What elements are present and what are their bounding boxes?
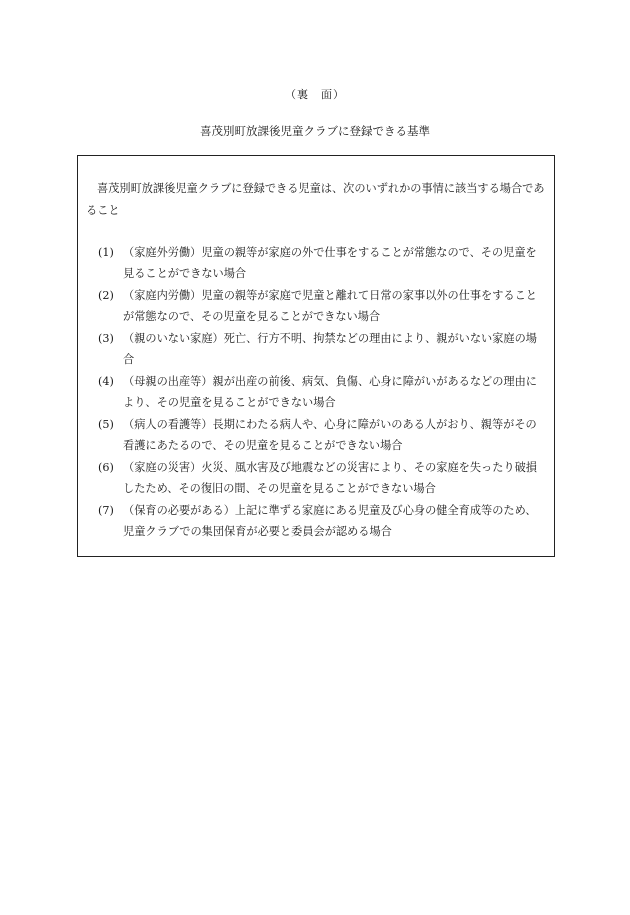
criteria-item-text (123, 414, 546, 456)
criteria-item-number: (6) (98, 461, 114, 474)
criteria-item-2 (86, 285, 546, 327)
criteria-item-text (123, 500, 546, 542)
criteria-intro: 喜茂別町放課後児童クラブに登録できる児童は、次のいずれかの事情に該当する場合であること (86, 182, 545, 217)
criteria-item-number: (1) (98, 246, 114, 259)
document-title: 喜茂別町放課後児童クラブに登録できる基準 (200, 124, 430, 138)
criteria-item-text-line2: が常態なので、その児童を見ることができない場合 (123, 310, 381, 323)
criteria-item-1 (86, 242, 546, 284)
criteria-item-text-line1: （家庭内労働）児童の親等が家庭で児童と離れて日常の家事以外の仕事をすること (123, 289, 537, 302)
criteria-item-text-line2: したため、その復旧の間、その児童を見ることができない場合 (123, 482, 436, 495)
criteria-item-text-line2: 見ることができない場合 (123, 267, 247, 280)
criteria-item-text-line1: （家庭の災害）火災、風水害及び地震などの災害により、その家庭を失ったり破損 (123, 461, 537, 474)
criteria-item-text-line1: （母親の出産等）親が出産の前後、病気、負傷、心身に障がいがあるなどの理由に (123, 375, 537, 388)
criteria-item-number: (4) (98, 375, 114, 388)
criteria-item-number: (7) (98, 504, 114, 517)
criteria-item-text (123, 285, 546, 327)
criteria-item-6 (86, 457, 546, 499)
criteria-item-text (123, 242, 546, 284)
criteria-item-text (123, 328, 546, 370)
criteria-item-text (123, 371, 546, 413)
criteria-item-text-line2: 児童クラブでの集団保育が必要と委員会が認める場合 (123, 525, 392, 538)
criteria-item-text-line1: （保育の必要がある）上記に準ずる家庭にある児童及び心身の健全育成等のため、 (123, 504, 537, 517)
criteria-item-text-line1: （家庭外労働）児童の親等が家庭の外で仕事をすることが常態なので、その児童を (123, 246, 537, 259)
criteria-item-text-line2: より、その児童を見ることができない場合 (123, 396, 336, 409)
criteria-item-number: (3) (98, 332, 114, 345)
criteria-item-text-line2: 合 (123, 353, 135, 366)
criteria-box (77, 155, 555, 557)
criteria-item-text-line2: 看護にあたるので、その児童を見ることができない場合 (123, 439, 403, 452)
criteria-item-5 (86, 414, 546, 456)
criteria-item-text-line1: （親のいない家庭）死亡、行方不明、拘禁などの理由により、親がいない家庭の場 (123, 332, 537, 345)
criteria-item-number: (5) (98, 418, 114, 431)
criteria-item-text-line1: （病人の看護等）長期にわたる病人や、心身に障がいのある人がおり、親等がその (123, 418, 537, 431)
criteria-item-text (123, 457, 546, 499)
criteria-item-7 (86, 500, 546, 542)
page-side-label: （裏 面） (285, 88, 345, 101)
criteria-item-3 (86, 328, 546, 370)
criteria-item-4 (86, 371, 546, 413)
criteria-list (86, 242, 546, 542)
criteria-item-number: (2) (98, 289, 114, 302)
